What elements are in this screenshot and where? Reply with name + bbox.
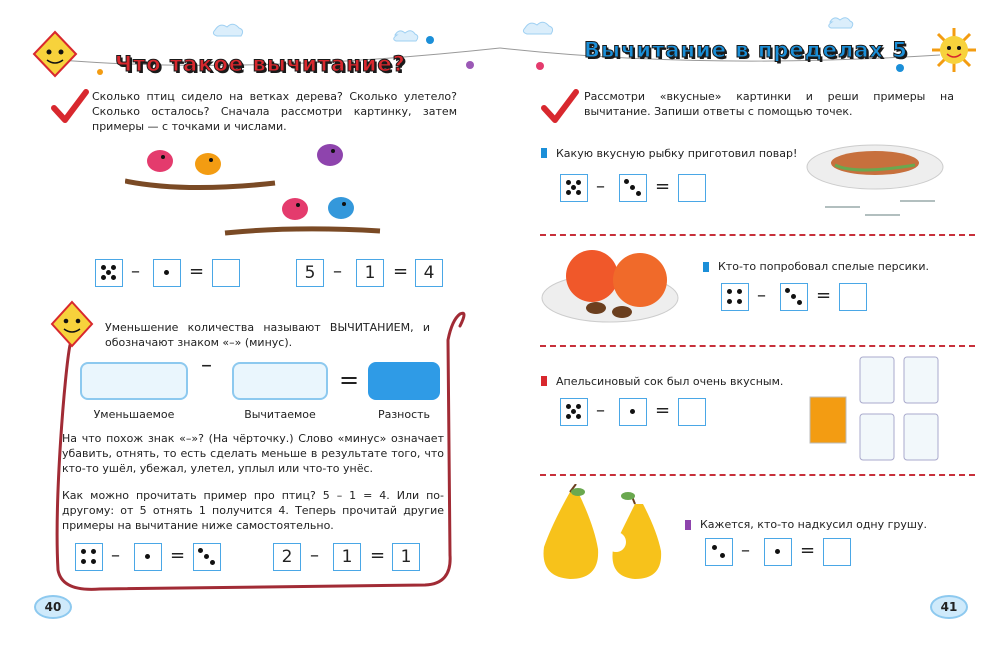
equals-sign: = xyxy=(655,400,671,421)
number-box: 1 xyxy=(356,259,384,287)
dots-box-three xyxy=(193,543,221,571)
page-number: 40 xyxy=(34,595,72,619)
number-box: 2 xyxy=(273,543,301,571)
dots-box-four xyxy=(721,283,749,311)
juice-glasses-illustration xyxy=(805,352,950,467)
kite-character-icon xyxy=(30,30,80,80)
checkmark-icon xyxy=(50,88,90,124)
dots-box-three xyxy=(780,283,808,311)
birds-on-branches-illustration xyxy=(125,138,385,246)
number-box: 4 xyxy=(415,259,443,287)
minus-sign: – xyxy=(596,400,605,421)
answer-box[interactable] xyxy=(839,283,867,311)
peaches-plate-illustration xyxy=(540,240,680,328)
section-divider xyxy=(540,234,975,236)
page-title: Что такое вычитание? xyxy=(115,52,406,76)
pears-illustration xyxy=(540,484,670,584)
equals-sign: = xyxy=(816,285,832,306)
checkmark-icon xyxy=(540,88,580,124)
bullet-icon xyxy=(541,148,547,158)
minus-sign: – xyxy=(757,285,766,306)
answer-box[interactable] xyxy=(678,174,706,202)
equals-sign: = xyxy=(189,261,205,282)
rule-text: Уменьшение количества называют ВЫЧИТАНИЕМ, и обозначают знаком «–» (минус). xyxy=(105,321,430,349)
number-box: 1 xyxy=(333,543,361,571)
dots-box-four xyxy=(75,543,103,571)
dots-box-one xyxy=(153,259,181,287)
dots-box-five xyxy=(560,174,588,202)
explain-text-1: На что похож знак «–»? (На чёрточку.) Слово «минус» означает убавить, отнять, то есть сделать меньше в результате того, что кто-то ушёл, убежал, улетел, уплыл или что-то унёс. xyxy=(62,432,444,475)
problem-3-text: Апельсиновый сок был очень вкусным. xyxy=(556,375,784,388)
subtrahend-box xyxy=(232,362,328,400)
equals-sign: = xyxy=(393,261,409,282)
dots-box-two xyxy=(705,538,733,566)
fish-plate-illustration xyxy=(805,135,955,225)
right-page xyxy=(500,0,1000,656)
dots-box-three xyxy=(619,174,647,202)
number-box: 5 xyxy=(296,259,324,287)
equals-sign: = xyxy=(655,176,671,197)
dots-box-one xyxy=(764,538,792,566)
minus-sign: – xyxy=(333,261,342,282)
equals-sign: = xyxy=(370,545,386,566)
dots-box-one xyxy=(619,398,647,426)
bullet-icon xyxy=(703,262,709,272)
page-number: 41 xyxy=(930,595,968,619)
explain-text-2: Как можно прочитать пример про птиц? 5 – 1 = 4. Или по-другому: от 5 отнять 1 получится 4. Теперь прочитай другие примеры на вычитание ниже самостоятельно. xyxy=(62,489,444,532)
section-divider xyxy=(540,474,975,476)
difference-box xyxy=(368,362,440,400)
equals-sign: = xyxy=(339,366,360,394)
bullet-icon xyxy=(685,520,691,530)
minus-sign: – xyxy=(741,540,750,561)
problem-2-text: Кто-то попробовал спелые персики. xyxy=(718,260,930,273)
section-divider xyxy=(540,345,975,347)
minuend-box xyxy=(80,362,188,400)
minus-sign: – xyxy=(131,261,140,282)
answer-box[interactable] xyxy=(212,259,240,287)
answer-box[interactable] xyxy=(678,398,706,426)
kite-character-icon xyxy=(48,300,96,350)
task-text: Рассмотри «вкусные» картинки и реши примеры на вычитание. Запиши ответы с помощью точек. xyxy=(584,90,954,118)
dots-box-one xyxy=(134,543,162,571)
page-title: Вычитание в пределах 5 xyxy=(584,38,908,62)
bullet-icon xyxy=(541,376,547,386)
subtrahend-label: Вычитаемое xyxy=(244,408,316,421)
problem-4-text: Кажется, кто-то надкусил одну грушу. xyxy=(700,518,927,531)
dots-box-five xyxy=(560,398,588,426)
number-box: 1 xyxy=(392,543,420,571)
minuend-label: Уменьшаемое xyxy=(93,408,175,421)
answer-box[interactable] xyxy=(823,538,851,566)
problem-1-text: Какую вкусную рыбку приготовил повар! xyxy=(556,147,798,160)
minus-sign: – xyxy=(201,353,212,378)
task-text: Сколько птиц сидело на ветках дерева? Сколько улетело? Сколько осталось? Сначала рассмотри картинку, затем примеры — с точками и числами. xyxy=(92,90,457,133)
minus-sign: – xyxy=(111,545,120,566)
minus-sign: – xyxy=(310,545,319,566)
dots-box-five xyxy=(95,259,123,287)
sun-character-icon xyxy=(932,28,976,72)
minus-sign: – xyxy=(596,176,605,197)
difference-label: Разность xyxy=(377,408,431,421)
equals-sign: = xyxy=(170,545,186,566)
equals-sign: = xyxy=(800,540,816,561)
